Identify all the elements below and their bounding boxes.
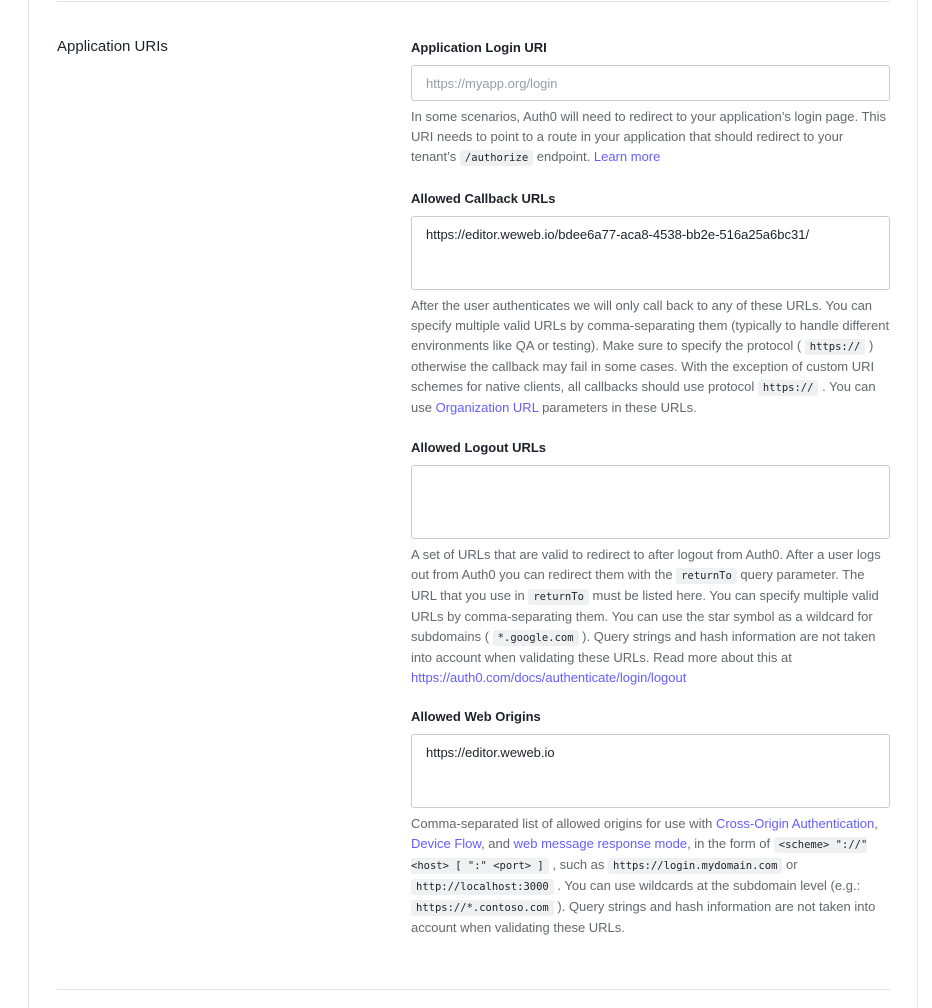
web-message-response-mode-link[interactable]: web message response mode [513,836,688,851]
cross-origin-auth-link[interactable]: Cross-Origin Authentication [715,816,875,831]
application-uris-fields [411,0,890,1000]
logout-urls-label: Allowed Logout URLs [411,440,547,455]
login-uri-input[interactable] [411,65,890,101]
authorize-code: /authorize [460,150,533,166]
learn-more-link[interactable]: Learn more [593,149,661,164]
web-origins-textarea[interactable] [411,734,890,808]
wildcard-code: https://*.contoso.com [411,900,554,916]
section-title: Application URIs [57,38,168,55]
logout-urls-help: A set of URLs that are valid to redirect to after logout from Auth0. After a user logs out from Auth0 you can redirect them with the returnTo query parameter. The URL that you use in returnTo must be listed here. You can specify multiple valid URLs by comma-separating them. You can use the star symbol as a wildcard for subdomains ( *.google.com ). Query strings and hash information are not taken into account when validating these URLs. Read more about this at https://auth0.com/docs/authenticate/login/logout [411,547,881,685]
example-origin-code: https://login.mydomain.com [608,858,782,874]
return-to-code: returnTo [676,568,737,584]
callback-urls-label: Allowed Callback URLs [411,191,556,206]
logout-docs-link[interactable]: https://auth0.com/docs/authenticate/login/logout [411,670,687,685]
return-to-code: returnTo [528,589,589,605]
origin-format-code: <scheme> "://" <host> [ ":" <port> ] [411,839,868,872]
callback-urls-help: After the user authenticates we will only call back to any of these URLs. You can specify multiple valid URLs by comma-separating them (typically to handle different environments like QA or testing). Make sure to specify the protocol ( https:// ) otherwise the callback may fail in some cases. With the exception of custom URI schemes for native clients, all callbacks should use protocol https:// . You can use Organization URL parameters in these URLs. [411,298,890,415]
logout-urls-textarea[interactable] [411,465,890,539]
wildcard-code: *.google.com [493,630,579,646]
organization-url-link[interactable]: Organization URL [435,400,539,415]
device-flow-link[interactable]: Device Flow [411,836,482,851]
https-code: https:// [758,380,819,396]
login-uri-help: In some scenarios, Auth0 will need to redirect to your application’s login page. This URI needs to point to a route in your application that should redirect to your tenant’s /authorize endpoint. Learn more [411,109,887,164]
section-divider-bottom [57,989,890,990]
web-origins-help: Comma-separated list of allowed origins for use with Cross-Origin Authentication, Device Flow, and web message response mode, in the form of <scheme> "://" <host> [ ":" <port> ] , such as https://login.mydomain.com or http://localhost:3000 . You can use wildcards at the subdomain level (e.g.: https://*.contoso.com ). Query strings and hash information are not taken into account when validating these URLs. [411,816,878,935]
example-origin-code: http://localhost:3000 [411,879,554,895]
web-origins-label: Allowed Web Origins [411,709,541,724]
login-uri-label: Application Login URI [411,40,547,55]
https-code: https:// [805,339,866,355]
callback-urls-textarea[interactable] [411,216,890,290]
